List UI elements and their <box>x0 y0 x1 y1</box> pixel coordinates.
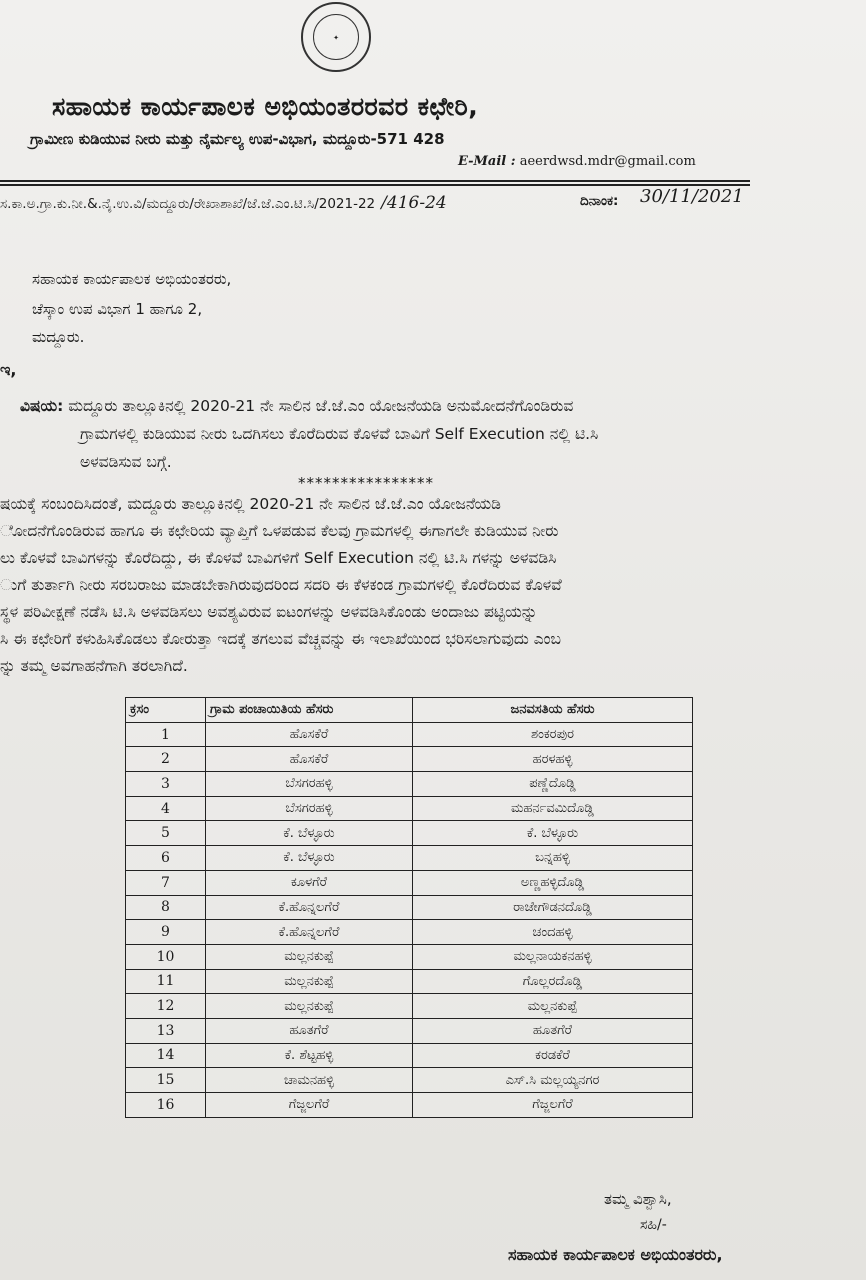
serial-cell: 13 <box>126 1018 206 1043</box>
table-row <box>126 895 693 920</box>
subject-line-1: ಮದ್ದೂರು ತಾಲ್ಲೂಕಿನಲ್ಲಿ 2020-21 ನೇ ಸಾಲಿನ ಜೆ.ಜೆ.ಎಂ ಯೋಜನೆಯಡಿ ಅನುಮೋದನೆಗೊಂಡಿರುವ <box>68 397 574 415</box>
table-row <box>126 1093 693 1118</box>
habitation-cell: ಮಲ್ಲನಾಯಕನಹಳ್ಳಿ <box>413 944 693 969</box>
table-row <box>126 994 693 1019</box>
reference-text: ಸ.ಕಾ.ಅ.ಗ್ರಾ.ಕು.ನೀ.&.ನೈ.ಉ.ವಿ/ಮದ್ದೂರು/ರೇಖಾಶಾಖೆ/ಜೆ.ಜೆ.ಎಂ.ಟಿ.ಸಿ/2021-22 <box>0 196 376 212</box>
panchayat-cell: ಕೆ.ಹೊನ್ನಲಗೆರೆ <box>206 920 413 945</box>
closing: ತಮ್ಮ ವಿಶ್ವಾಸಿ, <box>604 1190 672 1208</box>
body-line: ನ್ನು ತಮ್ಮ ಅವಗಾಹನೆಗಾಗಿ ತರಲಾಗಿದೆ. <box>0 657 188 675</box>
panchayat-cell: ಮಲ್ಲನಕುಪ್ಪೆ <box>206 944 413 969</box>
serial-cell: 16 <box>126 1093 206 1118</box>
habitation-cell: ಮಹರ್ನವಮಿದೊಡ್ಡಿ <box>413 796 693 821</box>
serial-cell: 14 <box>126 1043 206 1068</box>
addressee-line-1: ಸಹಾಯಕ ಕಾರ್ಯಪಾಲಕ ಅಭಿಯಂತರರು, <box>32 270 232 288</box>
email-address: aeerdwsd.mdr@gmail.com <box>519 154 696 169</box>
header-divider <box>0 180 750 182</box>
handwritten-date: 30/11/2021 <box>640 186 744 207</box>
table-row <box>126 846 693 871</box>
table-row <box>126 944 693 969</box>
table-row <box>126 920 693 945</box>
serial-cell: 1 <box>126 722 206 747</box>
date-label: ದಿನಾಂಕ: <box>580 193 619 209</box>
habitation-cell: ಕೆ. ಬೆಳ್ಳೂರು <box>413 821 693 846</box>
col-header-serial: ಕ್ರಸಂ <box>126 698 206 723</box>
serial-cell: 8 <box>126 895 206 920</box>
office-title: ಸಹಾಯಕ ಕಾರ್ಯಪಾಲಕ ಅಭಿಯಂತರರವರ ಕಛೇರಿ, <box>52 92 479 121</box>
table-row <box>126 796 693 821</box>
habitation-cell: ಗೊಲ್ಲರದೊಡ್ಡಿ <box>413 969 693 994</box>
panchayat-cell: ಕೆ. ಶೆಟ್ಟಹಳ್ಳಿ <box>206 1043 413 1068</box>
col-header-habitation: ಜನವಸತಿಯ ಹೆಸರು <box>413 698 693 723</box>
table-row <box>126 1018 693 1043</box>
subject-line-2: ಗ್ರಾಮಗಳಲ್ಲಿ ಕುಡಿಯುವ ನೀರು ಒದಗಿಸಲು ಕೊರೆದಿರುವ ಕೊಳವೆ ಬಾವಿಗೆ Self Execution ನಲ್ಲಿ ಟಿ.ಸಿ <box>80 425 599 443</box>
designation: ಸಹಾಯಕ ಕಾರ್ಯಪಾಲಕ ಅಭಿಯಂತರರು, <box>508 1245 723 1264</box>
salutation: ಇ, <box>0 360 17 379</box>
col-header-panchayat: ಗ್ರಾಮ ಪಂಚಾಯಿತಿಯ ಹೆಸರು <box>206 698 413 723</box>
serial-cell: 4 <box>126 796 206 821</box>
table-row <box>126 1068 693 1093</box>
panchayat-cell: ಬೆಸಗರಹಳ್ಳಿ <box>206 796 413 821</box>
habitation-cell: ರಾಜೇಗೌಡನದೊಡ್ಡಿ <box>413 895 693 920</box>
body-line: ಸಿ ಈ ಕಛೇರಿಗೆ ಕಳುಹಿಸಿಕೊಡಲು ಕೋರುತ್ತಾ ಇದಕ್ಕೆ ತಗಲುವ ವೆಚ್ಚವನ್ನು ಈ ಇಲಾಖೆಯಿಂದ ಭರಿಸಲಾಗುವುದು ಎಂಬ <box>0 630 562 648</box>
body-line: ಲು ಕೊಳವೆ ಬಾವಿಗಳನ್ನು ಕೊರೆದಿದ್ದು, ಈ ಕೊಳವೆ ಬಾವಿಗಳಿಗೆ Self Execution ನಲ್ಲಿ ಟಿ.ಸಿ ಗಳನ್ನು ಅಳವಡಿಸಿ <box>0 549 557 567</box>
habitation-cell: ಚಂದಹಳ್ಳಿ <box>413 920 693 945</box>
habitation-cell: ಪಣ್ಣೆದೊಡ್ಡಿ <box>413 772 693 797</box>
serial-cell: 11 <box>126 969 206 994</box>
serial-cell: 2 <box>126 747 206 772</box>
habitation-cell: ಮಲ್ಲನಕುಪ್ಪೆ <box>413 994 693 1019</box>
addressee-line-3: ಮದ್ದೂರು. <box>32 328 85 346</box>
serial-cell: 15 <box>126 1068 206 1093</box>
serial-cell: 3 <box>126 772 206 797</box>
signed-mark: ಸಹಿ/- <box>640 1217 667 1233</box>
serial-cell: 12 <box>126 994 206 1019</box>
panchayat-cell: ಮಲ್ಲನಕುಪ್ಪೆ <box>206 969 413 994</box>
panchayat-cell: ಚಾಮನಹಳ್ಳಿ <box>206 1068 413 1093</box>
panchayat-cell: ಕೆ.ಹೊನ್ನಲಗೆರೆ <box>206 895 413 920</box>
table-row <box>126 772 693 797</box>
panchayat-cell: ಮಲ್ಲನಕುಪ್ಪೆ <box>206 994 413 1019</box>
panchayat-cell: ಕೆ. ಬೆಳ್ಳೂರು <box>206 821 413 846</box>
table-row <box>126 821 693 846</box>
panchayat-cell: ಬೆಸಗರಹಳ್ಳಿ <box>206 772 413 797</box>
table-header-row <box>126 698 693 723</box>
table-row <box>126 722 693 747</box>
habitation-cell: ಎಸ್.ಸಿ ಮಲ್ಲಯ್ಯನಗರ <box>413 1068 693 1093</box>
table-row <box>126 747 693 772</box>
body-paragraph <box>0 491 770 680</box>
panchayat-cell: ಹೊಸಕೆರೆ <box>206 722 413 747</box>
body-line: ಷಯಕ್ಕೆ ಸಂಬಂದಿಸಿದಂತೆ, ಮದ್ದೂರು ತಾಲ್ಲೂಕಿನಲ್ಲಿ 2020-21 ನೇ ಸಾಲಿನ ಜೆ.ಜೆ.ಎಂ ಯೋಜನೆಯಡಿ <box>0 495 501 513</box>
separator: **************** <box>298 474 434 492</box>
habitation-cell: ಹರಳಹಳ್ಳಿ <box>413 747 693 772</box>
habitation-cell: ಅಣ್ಣಹಳ್ಳಿದೊಡ್ಡಿ <box>413 870 693 895</box>
panchayat-cell: ಕೂಳಗೆರೆ <box>206 870 413 895</box>
body-line: ುಗೆ ತುರ್ತಾಗಿ ನೀರು ಸರಬರಾಜು ಮಾಡಬೇಕಾಗಿರುವುದರಿಂದ ಸದರಿ ಈ ಕೆಳಕಂಡ ಗ್ರಾಮಗಳಲ್ಲಿ ಕೊರೆದಿರುವ ಕೊಳವೆ <box>0 576 562 594</box>
panchayat-cell: ಗೆಜ್ಜಲಗೆರೆ <box>206 1093 413 1118</box>
subject-line-3: ಅಳವಡಿಸುವ ಬಗ್ಗೆ. <box>80 453 172 471</box>
subject-label: ವಿಷಯ: <box>20 397 64 415</box>
table-row <box>126 969 693 994</box>
handwritten-number: /416-24 <box>381 193 447 213</box>
office-subtitle: ಗ್ರಾಮೀಣ ಕುಡಿಯುವ ನೀರು ಮತ್ತು ನೈರ್ಮಲ್ಯ ಉಪ-ವಿಭಾಗ, ಮದ್ದೂರು-571 428 <box>30 130 445 148</box>
email-line <box>458 154 696 169</box>
subject-block <box>20 392 760 476</box>
panchayat-cell: ಕೆ. ಬೆಳ್ಳೂರು <box>206 846 413 871</box>
header-divider-2 <box>0 184 750 186</box>
serial-cell: 10 <box>126 944 206 969</box>
serial-cell: 6 <box>126 846 206 871</box>
seal-emblem: ✦ <box>313 14 359 60</box>
habitation-cell: ಬನ್ನಹಳ್ಳಿ <box>413 846 693 871</box>
table-row <box>126 1043 693 1068</box>
village-table <box>125 697 693 1118</box>
panchayat-cell: ಹೊಸಕೆರೆ <box>206 747 413 772</box>
email-label: E-Mail : <box>458 154 516 169</box>
serial-cell: 7 <box>126 870 206 895</box>
addressee-line-2: ಚೆಸ್ಕಾಂ ಉಪ ವಿಭಾಗ 1 ಹಾಗೂ 2, <box>32 300 203 318</box>
body-line: ಸ್ಥಳ ಪರಿವೀಕ್ಷಣೆ ನಡೆಸಿ ಟಿ.ಸಿ ಅಳವಡಿಸಲು ಅವಶ್ಯವಿರುವ ಐಟಂಗಳನ್ನು ಅಳವಡಿಸಿಕೊಂಡು ಅಂದಾಜು ಪಟ್ಟಿಯನ್ನು <box>0 603 538 621</box>
serial-cell: 5 <box>126 821 206 846</box>
table-row <box>126 870 693 895</box>
body-line: ೋದನೆಗೊಂಡಿರುವ ಹಾಗೂ ಈ ಕಛೇರಿಯ ವ್ಯಾಪ್ತಿಗೆ ಒಳಪಡುವ ಕೆಲವು ಗ್ರಾಮಗಳಲ್ಲಿ ಈಗಾಗಲೇ ಕುಡಿಯುವ ನೀರು <box>0 522 559 540</box>
habitation-cell: ಗೆಜ್ಜಲಗೆರೆ <box>413 1093 693 1118</box>
habitation-cell: ಕರಡಕೆರೆ <box>413 1043 693 1068</box>
table-body <box>126 722 693 1117</box>
panchayat-cell: ಹೂತಗೆರೆ <box>206 1018 413 1043</box>
government-seal-icon <box>301 2 371 72</box>
habitation-cell: ಹೂತಗೆರೆ <box>413 1018 693 1043</box>
reference-number <box>0 193 447 213</box>
serial-cell: 9 <box>126 920 206 945</box>
habitation-cell: ಶಂಕರಪುರ <box>413 722 693 747</box>
